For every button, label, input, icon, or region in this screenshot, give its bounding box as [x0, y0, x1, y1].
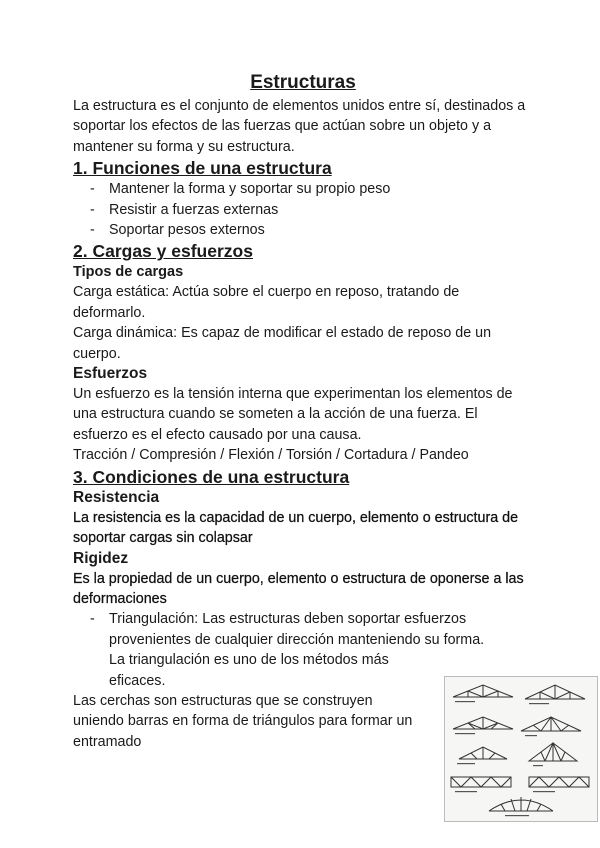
resistencia-heading: Resistencia	[73, 488, 160, 506]
truss-types-image	[444, 676, 598, 822]
section2-heading: 2. Cargas y esfuerzos	[73, 241, 253, 262]
carga-estatica-text: Carga estática: Actúa sobre el cuerpo en reposo, tratando de deformarlo.	[73, 284, 460, 321]
list-item: - Resistir a fuerzas externas	[73, 200, 533, 220]
triangulacion-line-2: provenientes de cualquier dirección manteniendo su forma.	[109, 631, 485, 648]
esfuerzos-heading: Esfuerzos	[73, 365, 148, 383]
cerchas-text: Las cerchas son estructuras que se construyen uniendo barras en forma de triángulos para formar un entramado	[73, 692, 413, 750]
tipos-esfuerzos-text: Tracción / Compresión / Flexión / Torsión / Cortadura / Pandeo	[73, 447, 469, 464]
esfuerzos-text: Un esfuerzo es la tensión interna que experimentan los elementos de una estructura cuando se someten a la acción de una fuerza. El esfuerzo es el efecto causado por una causa.	[73, 386, 513, 443]
truss-diagram-icon	[445, 677, 597, 821]
list-item: - Mantener la forma y soportar su propio peso	[73, 179, 533, 199]
funciones-list	[73, 179, 533, 240]
triangulacion-line-4: eficaces.	[109, 672, 166, 689]
triangulacion-line-1: Triangulación: Las estructuras deben soportar esfuerzos	[109, 611, 467, 628]
carga-dinamica-text: Carga dinámica: Es capaz de modificar el estado de reposo de un cuerpo.	[73, 325, 492, 362]
rigidez-heading: Rigidez	[73, 549, 129, 567]
page-title: Estructuras	[250, 72, 356, 93]
tipos-cargas-heading: Tipos de cargas	[73, 264, 184, 281]
section3-heading: 3. Condiciones de una estructura	[73, 466, 350, 487]
rigidez-text: Es la propiedad de un cuerpo, elemento o estructura de oponerse a las deformaciones	[73, 570, 524, 607]
section1-heading: 1. Funciones de una estructura	[73, 158, 332, 179]
document-page	[73, 72, 533, 752]
list-item: - Soportar pesos externos	[73, 220, 533, 240]
resistencia-text: La resistencia es la capacidad de un cuerpo, elemento o estructura de soportar cargas sin colapsar	[73, 509, 519, 547]
triangulacion-line-3: La triangulación es uno de los métodos más	[109, 652, 389, 669]
intro-paragraph: La estructura es el conjunto de elementos unidos entre sí, destinados a soportar los efectos de las fuerzas que actúan sobre un objeto y a mantener su forma y su estructura.	[73, 98, 526, 155]
